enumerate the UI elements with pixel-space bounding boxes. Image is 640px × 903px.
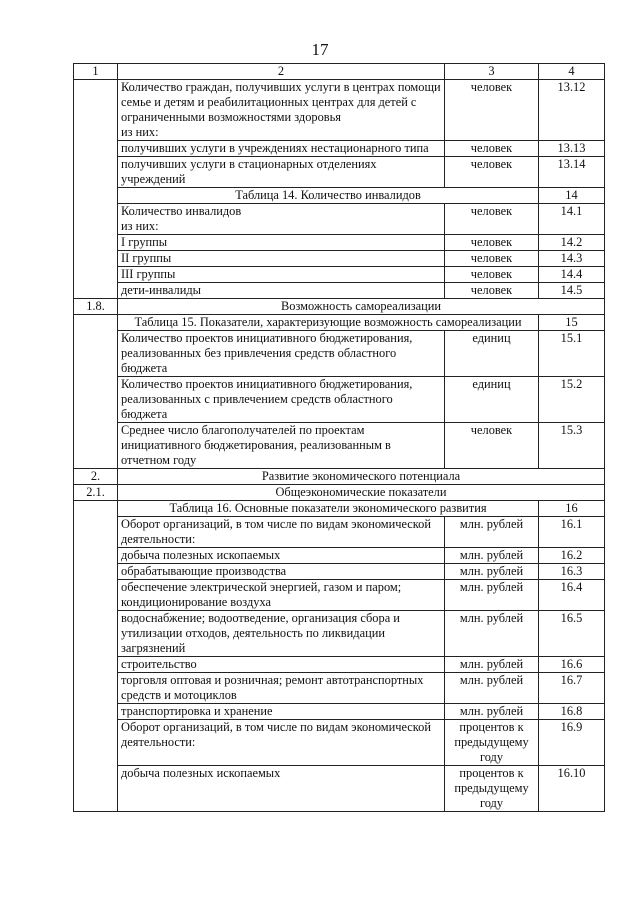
unit-cell: млн. рублей: [445, 673, 539, 704]
table-row: [74, 377, 605, 423]
indicator-text: водоснабжение; водоотведение, организация сбора и утилизации отходов, деятельность по ликвидации загрязнений: [121, 611, 400, 655]
code-cell: 14.5: [539, 283, 605, 299]
unit-cell: млн. рублей: [445, 580, 539, 611]
indicator-text: добыча полезных ископаемых: [121, 766, 281, 780]
code-cell: 16.10: [539, 766, 605, 812]
page-number: 17: [311, 40, 329, 59]
section-row: [74, 299, 605, 315]
section-title: Общеэкономические показатели: [118, 485, 605, 501]
table-row: [74, 704, 605, 720]
table-row: [74, 657, 605, 673]
code-cell: 16.1: [539, 517, 605, 548]
indicator-name: [118, 423, 445, 469]
table-row: [74, 564, 605, 580]
indicator-name: [118, 235, 445, 251]
table-code: 14: [539, 188, 605, 204]
table-row: [74, 766, 605, 812]
code-cell: 13.13: [539, 141, 605, 157]
indicator-name: [118, 157, 445, 188]
code-cell: 16.5: [539, 611, 605, 657]
indicator-name: [118, 517, 445, 548]
code-cell: 16.6: [539, 657, 605, 673]
table-row: [74, 157, 605, 188]
table-title-row: [74, 188, 605, 204]
table-row: [74, 141, 605, 157]
number-cell-empty: [74, 315, 118, 469]
indicator-text: торговля оптовая и розничная; ремонт автотранспортных средств и мотоциклов: [121, 673, 424, 702]
table-row: [74, 580, 605, 611]
table-row: [74, 720, 605, 766]
indicator-text: Количество граждан, получивших услуги в центрах помощи семье и детям и реабилитационных центрах для детей с ограниченными возможностями здоровья: [121, 80, 441, 124]
table-row: [74, 251, 605, 267]
indicator-text: Оборот организаций, в том числе по видам экономической деятельности:: [121, 720, 432, 749]
indicator-text: Количество инвалидов: [121, 204, 242, 218]
unit-cell: млн. рублей: [445, 657, 539, 673]
indicator-text: Оборот организаций, в том числе по видам экономической деятельности:: [121, 517, 432, 546]
code-cell: 16.4: [539, 580, 605, 611]
indicator-name: [118, 657, 445, 673]
indicator-name: [118, 580, 445, 611]
code-cell: 13.14: [539, 157, 605, 188]
unit-cell: человек: [445, 423, 539, 469]
indicator-name: [118, 251, 445, 267]
indicator-text: I группы: [121, 235, 168, 249]
unit-cell: единиц: [445, 377, 539, 423]
indicator-name: [118, 80, 445, 141]
indicator-text: II группы: [121, 251, 172, 265]
indicator-subtext: из них:: [121, 125, 159, 139]
indicator-name: [118, 548, 445, 564]
indicator-text: получивших услуги в стационарных отделениях учреждений: [121, 157, 377, 186]
code-cell: 14.1: [539, 204, 605, 235]
indicator-subtext: из них:: [121, 219, 159, 233]
unit-cell: млн. рублей: [445, 548, 539, 564]
unit-cell: процентов к предыдущему году: [445, 766, 539, 812]
code-cell: 16.8: [539, 704, 605, 720]
code-cell: 16.3: [539, 564, 605, 580]
table-code: 16: [539, 501, 605, 517]
unit-cell: млн. рублей: [445, 517, 539, 548]
table-title: Таблица 15. Показатели, характеризующие возможность самореализации: [118, 315, 539, 331]
indicator-text: транспортировка и хранение: [121, 704, 273, 718]
indicator-name: [118, 283, 445, 299]
section-number: 2.: [74, 469, 118, 485]
code-cell: 15.3: [539, 423, 605, 469]
indicator-name: [118, 377, 445, 423]
header-row: [74, 64, 605, 80]
table-title: Таблица 16. Основные показатели экономического развития: [118, 501, 539, 517]
code-cell: 16.9: [539, 720, 605, 766]
unit-cell: человек: [445, 251, 539, 267]
unit-cell: человек: [445, 80, 539, 141]
unit-cell: млн. рублей: [445, 611, 539, 657]
unit-cell: человек: [445, 141, 539, 157]
indicator-text: получивших услуги в учреждениях нестационарного типа: [121, 141, 429, 155]
code-cell: 14.4: [539, 267, 605, 283]
header-cell-4: 4: [539, 64, 605, 80]
code-cell: 15.2: [539, 377, 605, 423]
header-cell-1: 1: [74, 64, 118, 80]
table-row: [74, 548, 605, 564]
table-row: [74, 204, 605, 235]
indicator-name: [118, 704, 445, 720]
unit-cell: человек: [445, 204, 539, 235]
unit-cell: процентов к предыдущему году: [445, 720, 539, 766]
section-number: 2.1.: [74, 485, 118, 501]
table-row: [74, 611, 605, 657]
code-cell: 13.12: [539, 80, 605, 141]
code-cell: 16.7: [539, 673, 605, 704]
indicator-text: Количество проектов инициативного бюджетирования, реализованных с привлечением средств областного бюджета: [121, 377, 413, 421]
table-title-row: [74, 501, 605, 517]
indicator-name: [118, 673, 445, 704]
table-row: [74, 673, 605, 704]
code-cell: 16.2: [539, 548, 605, 564]
table-row: [74, 267, 605, 283]
section-row: [74, 469, 605, 485]
indicator-text: III группы: [121, 267, 176, 281]
table-row: [74, 235, 605, 251]
table-row: [74, 331, 605, 377]
code-cell: 15.1: [539, 331, 605, 377]
unit-cell: млн. рублей: [445, 704, 539, 720]
unit-cell: человек: [445, 157, 539, 188]
section-title: Развитие экономического потенциала: [118, 469, 605, 485]
indicator-text: обеспечение электрической энергией, газом и паром; кондиционирование воздуха: [121, 580, 402, 609]
code-cell: 14.2: [539, 235, 605, 251]
table-title: Таблица 14. Количество инвалидов: [118, 188, 539, 204]
table-row: [74, 80, 605, 141]
section-title: Возможность самореализации: [118, 299, 605, 315]
unit-cell: млн. рублей: [445, 564, 539, 580]
table-code: 15: [539, 315, 605, 331]
indicator-text: дети-инвалиды: [121, 283, 201, 297]
indicator-name: [118, 267, 445, 283]
indicator-text: строительство: [121, 657, 197, 671]
indicator-name: [118, 611, 445, 657]
number-cell-empty: [74, 501, 118, 812]
unit-cell: человек: [445, 283, 539, 299]
table-row: [74, 423, 605, 469]
indicators-table: [73, 63, 605, 812]
indicator-name: [118, 204, 445, 235]
table-row: [74, 517, 605, 548]
table-title-row: [74, 315, 605, 331]
indicator-name: [118, 766, 445, 812]
indicator-text: добыча полезных ископаемых: [121, 548, 281, 562]
header-cell-2: 2: [118, 64, 445, 80]
indicator-name: [118, 720, 445, 766]
unit-cell: человек: [445, 267, 539, 283]
unit-cell: единиц: [445, 331, 539, 377]
section-number: 1.8.: [74, 299, 118, 315]
indicator-name: [118, 141, 445, 157]
number-cell-empty: [74, 80, 118, 299]
code-cell: 14.3: [539, 251, 605, 267]
indicator-text: Количество проектов инициативного бюджетирования, реализованных без привлечения средств областного бюджета: [121, 331, 413, 375]
indicator-text: обрабатывающие производства: [121, 564, 287, 578]
table-row: [74, 283, 605, 299]
indicator-name: [118, 564, 445, 580]
unit-cell: человек: [445, 235, 539, 251]
section-row: [74, 485, 605, 501]
header-cell-3: 3: [445, 64, 539, 80]
indicator-text: Среднее число благополучателей по проектам инициативного бюджетирования, реализованным в отчетном году: [121, 423, 391, 467]
indicator-name: [118, 331, 445, 377]
